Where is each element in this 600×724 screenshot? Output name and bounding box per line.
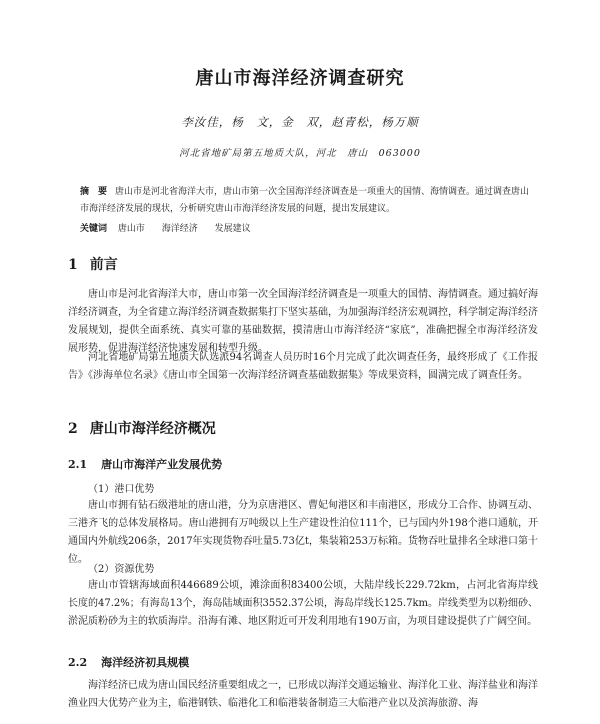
subsection-title: 唐山市海洋产业发展优势 [101,458,223,471]
intro-paragraph-2: 河北省地矿局第五地质大队选派94名调查人员历时16个月完成了此次调查任务，最终形成了《工作报告》《涉海单位名录》《唐山市全国第一次海洋经济调查基础数据集》等成果资料，圆满完成了调查任务。 [68,352,538,381]
section-title: 前言 [89,257,118,273]
affiliation: 河北省地矿局第五地质大队，河北 唐山 063000 [179,148,421,159]
section-number: 1 [68,257,78,273]
keyword: 发展建议 [214,224,251,234]
keywords [80,221,532,234]
paper-title: 唐山市海洋经济调查研究 [195,68,405,89]
subsection-number: 2.2 [68,656,88,669]
keyword: 唐山市 [117,224,145,234]
section-heading-1 [68,254,118,274]
section-heading-2 [68,418,216,438]
economy-scale-paragraph: 海洋经济已成为唐山国民经济重要组成之一，已形成以海洋交通运输业、海洋化工业、海洋盐业和海洋渔业四大优势产业为主，临港钢铁、临港化工和临港装备制造三大临港产业以及滨海旅游、海 [68,680,538,709]
subsection-heading-2-2 [68,654,189,670]
section-title: 唐山市海洋经济概况 [89,421,216,437]
keyword: 海洋经济 [161,224,198,234]
section-number: 2 [68,421,78,437]
subsection-number: 2.1 [68,458,88,471]
subsection-heading-2-1 [68,456,222,472]
subitem-heading: （1）港口优势 [88,484,155,495]
resource-advantage-paragraph: 唐山市管辖海域面积446689公顷，滩涂面积83400公顷，大陆岸线长229.72km，占河北省海岸线长度的47.2%；有海岛13个，海岛陆域面积3552.37公顷，海岛岸线长125.7km。岸线类型为以粉细砂、淤泥质粉砂为主的软质海岸。沿海有滩、地区附近可开发利用地有190万亩，为项目建设提供了广阔空间。 [68,580,539,627]
abstract [80,184,532,218]
keywords-label: 关键词 [80,224,108,234]
subsection-title: 海洋经济初具规模 [101,656,190,669]
abstract-text: 唐山市是河北省海洋大市，唐山市第一次全国海洋经济调查是一项重大的国情、海情调查。通过调查唐山市海洋经济发展的现状，分析研究唐山市海洋经济发展的问题，提出发展建议。 [80,187,530,214]
subitem-heading: （2）资源优势 [88,564,155,575]
author-list: 李汝佳，杨 文，金 双，赵青松，杨万顺 [181,115,419,129]
intro-paragraph-1: 唐山市是河北省海洋大市，唐山市第一次全国海洋经济调查是一项重大的国情、海情调查。通过搞好海洋经济调查，为全省建立海洋经济调查数据集打下坚实基础，为加强海洋经济宏观调控，科学制定海洋经济发展规划，提供全面系统、真实可靠的基础数据，摸清唐山市海洋经济“家底”，准确把握全市海洋经济发展形势，促进海洋经济快速发展和转型升级。 [68,289,538,354]
abstract-label: 摘 要 [80,187,108,197]
port-advantage-paragraph: 唐山市拥有钻石级港址的唐山港，分为京唐港区、曹妃甸港区和丰南港区，形成分工合作、协调互动、三港齐飞的总体发展格局。唐山港拥有万吨级以上生产建设性泊位111个，已与国内外198个港口通航，开通国内外航线206条，2017年实现货物吞吐量5.73亿t，集装箱253万标箱。货物吞吐量排名全球港口第十位。 [68,500,538,565]
